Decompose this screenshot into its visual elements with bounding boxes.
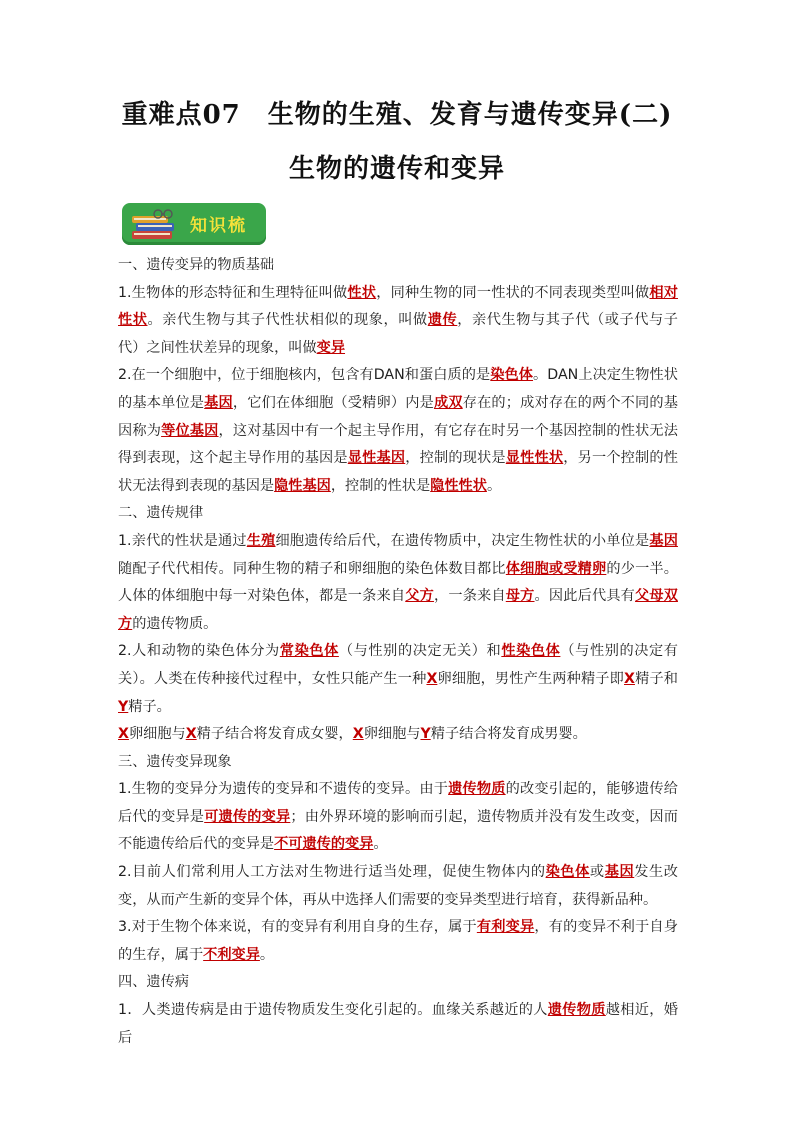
paragraph	[118, 638, 678, 721]
keyword: 不利变异	[203, 946, 260, 963]
keyword: 性染色体	[501, 643, 561, 660]
keyword: 相对性状	[118, 284, 678, 329]
badge-label: 知识梳	[190, 216, 247, 236]
paragraph-text: 2.人和动物的染色体分为	[118, 643, 280, 660]
keyword: 不可遗传的变异	[274, 836, 374, 853]
keyword: 遗传	[427, 312, 458, 329]
keyword: 隐性基因	[274, 477, 331, 494]
paragraph-text: 2.目前人们常利用人工方法对生物进行适当处理，促使生物体内的	[118, 864, 546, 881]
keyword: 基因	[604, 864, 635, 881]
paragraph-text: 。亲代生物与其子代性状相似的现象，叫做	[147, 312, 428, 329]
paragraph-text: 。	[373, 836, 388, 853]
keyword: X	[352, 726, 364, 743]
document-body	[118, 252, 678, 1052]
paragraph	[118, 859, 678, 914]
keyword: 母方	[505, 588, 535, 605]
paragraph-text: 的遗传物质。	[132, 615, 218, 632]
document-title: 重难点07 生物的生殖、发育与遗传变异(二)	[121, 100, 673, 130]
paragraph-text: 发生改变，从而产生新的变异个体，再从中选择人们需要的变异类型进行培育，获得新品种。	[118, 864, 678, 908]
books-icon	[128, 207, 184, 243]
paragraph-text: ；由外界环境的影响而引起，遗传物质并没有发生改变，因而不能遗传给后代的变异是	[118, 808, 678, 853]
keyword: 遗传物质	[448, 781, 506, 798]
paragraph-text: ，有的变异不利于自身的生存，属于	[118, 919, 678, 963]
knowledge-badge	[122, 203, 266, 245]
keyword: 可遗传的变异	[204, 808, 291, 825]
paragraph-text: 卵细胞与	[363, 726, 421, 743]
keyword: 显性性状	[505, 450, 564, 467]
keyword: 基因	[204, 394, 233, 411]
keyword: Y	[420, 726, 431, 743]
paragraph-text: 精子。	[128, 698, 171, 715]
paragraph-text: 精子和	[634, 670, 678, 687]
keyword: 染色体	[490, 367, 534, 384]
paragraph-text: 。因此后代具有	[534, 588, 636, 605]
paragraph-text: 三、遗传变异现象	[118, 753, 232, 770]
paragraph-text: 卵细胞，男性产生两种精子即	[437, 670, 624, 687]
paragraph-text: ，这对基因中有一个起主导作用，有它存在时另一个基因控制的性状无法得到表现，这个起主导作用的基因是	[118, 422, 678, 467]
keyword: 等位基因	[161, 422, 219, 439]
keyword: X	[118, 726, 129, 743]
paragraph-text: 1．人类遗传病是由于遗传物质发生变化引起的。血缘关系越近的人	[118, 1002, 548, 1019]
keyword: 显性基因	[347, 450, 406, 467]
paragraph-text: 2.在一个细胞中，位于细胞核内，包含有DAN和蛋白质的是	[118, 367, 491, 384]
paragraph-text: 3.对于生物个体来说，有的变异有利用自身的生存，属于	[118, 919, 477, 936]
keyword: X	[624, 670, 635, 687]
keyword: 成双	[433, 394, 463, 411]
keyword: X	[185, 726, 197, 743]
keyword: 遗传物质	[547, 1002, 606, 1019]
paragraph-text: 。DAN上决定生物性状的基本单位是	[118, 367, 678, 411]
keyword: 体细胞或受精卵	[505, 560, 607, 577]
paragraph-text: ，亲代生物与其子代（或子代与子代）之间性状差异的现象，叫做	[118, 312, 678, 356]
keyword: 常染色体	[279, 643, 339, 660]
paragraph	[118, 749, 678, 777]
keyword: 染色体	[545, 864, 590, 881]
paragraph	[118, 500, 678, 528]
paragraph	[118, 997, 678, 1052]
keyword: 隐性性状	[430, 477, 487, 494]
paragraph-text: ，一条来自	[433, 588, 506, 605]
paragraph	[118, 914, 678, 969]
paragraph-text: ，另一个控制的性状无法得到表现的基因是	[118, 450, 678, 494]
paragraph	[118, 721, 678, 749]
paragraph-text: 存在的；成对存在的两个不同的基因称为	[118, 394, 678, 439]
keyword: 性状	[347, 284, 377, 301]
keyword: 父方	[405, 588, 434, 605]
paragraph	[118, 252, 678, 280]
keyword: Y	[118, 698, 129, 715]
paragraph-text: 。	[486, 477, 502, 494]
paragraph-text: 精子结合将发育成男婴。	[430, 726, 587, 743]
paragraph-text: 的改变引起的，能够遗传给后代的变异是	[118, 781, 678, 825]
paragraph-text: 1.生物体的形态特征和生理特征叫做	[118, 284, 348, 301]
paragraph-text: 或	[589, 864, 605, 881]
paragraph-text: 1.生物的变异分为遗传的变异和不遗传的变异。由于	[118, 781, 449, 798]
paragraph-text: 细胞遗传给后代，在遗传物质中，决定生物性状的小单位是	[275, 532, 650, 549]
paragraph-text: ，控制的性状是	[330, 477, 431, 494]
document-subtitle: 生物的遗传和变异	[288, 154, 505, 184]
paragraph-text: 随配子代代相传。同种生物的精子和卵细胞的染色体数目都比	[118, 560, 506, 577]
paragraph	[118, 528, 678, 638]
paragraph	[118, 776, 678, 859]
paragraph-text: 卵细胞与	[128, 726, 186, 743]
paragraph-text: （与性别的决定有关）。人类在传种接代过程中，女性只能产生一种	[118, 643, 678, 687]
keyword: X	[426, 670, 438, 687]
paragraph-text: 精子结合将发育成女婴，	[196, 726, 353, 743]
paragraph-text: 1.亲代的性状是通过	[118, 532, 247, 549]
paragraph-text: 的少一半。人体的体细胞中每一对染色体，都是一条来自	[118, 560, 678, 605]
paragraph	[118, 969, 678, 997]
keyword: 基因	[649, 532, 678, 549]
paragraph-text: 一、遗传变异的物质基础	[118, 257, 275, 273]
paragraph-text: ，控制的现状是	[405, 450, 506, 467]
paragraph-text: ，同种生物的同一性状的不同表现类型叫做	[376, 284, 650, 301]
paragraph-text: 。	[259, 946, 275, 963]
keyword: 父母双方	[118, 588, 678, 632]
keyword: 生殖	[246, 532, 276, 549]
paragraph-text: ，它们在体细胞（受精卵）内是	[232, 394, 434, 411]
paragraph-text: 四、遗传病	[118, 974, 189, 991]
keyword: 变异	[316, 339, 346, 356]
keyword: 有利变异	[476, 919, 535, 936]
paragraph-text: 二、遗传规律	[118, 505, 204, 522]
paragraph-text: （与性别的决定无关）和	[338, 643, 502, 660]
paragraph	[118, 362, 678, 500]
paragraph-text: 越相近，婚后	[118, 1002, 678, 1046]
paragraph	[118, 280, 678, 363]
